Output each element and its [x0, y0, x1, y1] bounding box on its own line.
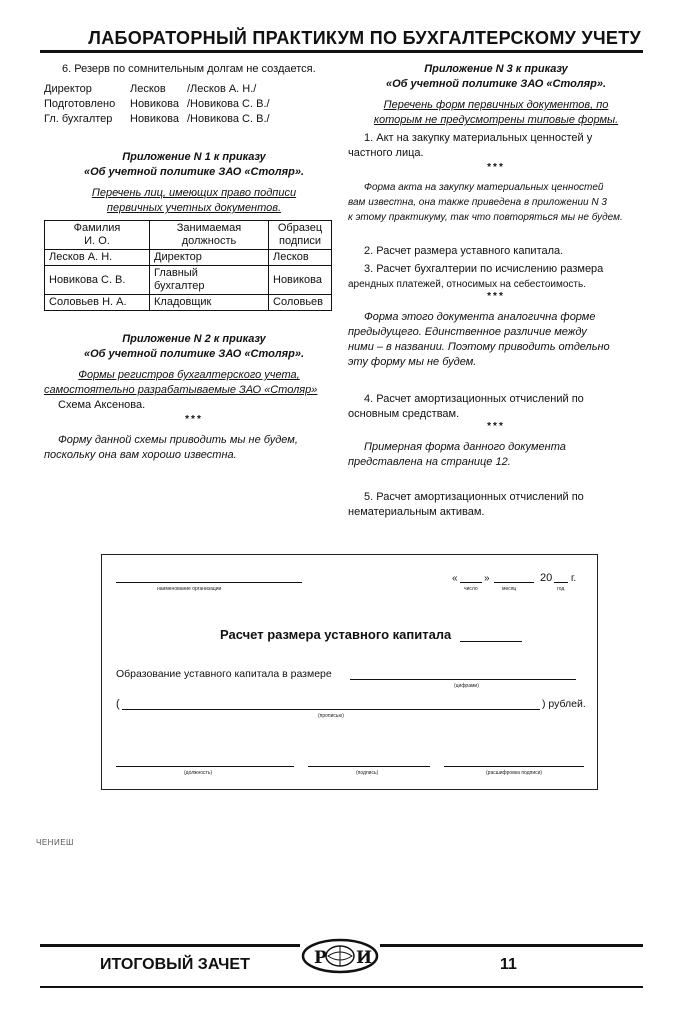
signature-caption: (подпись) [356, 770, 379, 776]
item-3-line1: 3. Расчет бухгалтерии по исчислению размера [364, 263, 604, 275]
appendix-2-note-line2: поскольку она вам хорошо известна. [44, 449, 237, 461]
signature-decode-line [444, 766, 584, 767]
sign-role: Подготовлено [44, 98, 116, 110]
note-3-line2: представлена на странице 12. [348, 456, 511, 468]
item-2: 2. Расчет размера уставного капитала. [364, 245, 564, 257]
cell-name: Новикова С. В. [45, 266, 150, 295]
note-1-line1: Форма акта на закупку материальных ценностей [364, 182, 604, 193]
cell-position: Директор [150, 250, 269, 266]
sign-decode: /Новикова С. В./ [187, 113, 270, 125]
signature-decode-caption: (расшифровка подписи) [486, 770, 543, 776]
table-header-row [45, 221, 332, 250]
footer-rule-bottom [40, 986, 643, 988]
item-1-line1: 1. Акт на закупку материальных ценностей у [364, 132, 593, 144]
date-year-caption: год [557, 586, 565, 592]
appendix-2-subtitle: «Об учетной политике ЗАО «Столяр». [83, 348, 305, 360]
appendix-1-title: Приложение N 1 к приказу [122, 151, 266, 163]
item-5-line2: нематериальным активам. [348, 506, 485, 518]
sign-decode: /Новикова С. В./ [187, 98, 270, 110]
rfi-logo-icon [300, 936, 380, 976]
sign-name: Новикова [130, 113, 179, 125]
item-4-line2: основным средствам. [348, 408, 460, 420]
sign-role: Гл. бухгалтер [44, 113, 113, 125]
table-row [45, 250, 332, 266]
sign-name: Лесков [130, 83, 166, 95]
col-header-name: Фамилия И. О. [45, 221, 150, 250]
words-paren-open: ( [116, 698, 120, 710]
signature-block [44, 82, 270, 127]
appendix-3-heading-line1: Перечень форм первичных документов, по [383, 99, 609, 111]
capital-words-line [122, 709, 540, 710]
rubles-label: ) рублей. [542, 698, 586, 710]
date-quote-close: » [484, 573, 490, 584]
note-3-line1: Примерная форма данного документа [364, 441, 566, 453]
form-title: Расчет размера уставного капитала [220, 627, 452, 642]
publisher-logo [300, 936, 380, 976]
form-title-number-line [460, 641, 522, 642]
signatories-table [44, 220, 332, 311]
capital-calculation-form [101, 554, 598, 790]
item-4-line1: 4. Расчет амортизационных отчислений по [364, 393, 584, 405]
position-caption: (должность) [184, 770, 213, 776]
appendix-3-subtitle: «Об учетной политике ЗАО «Столяр». [385, 78, 607, 90]
note-1-line2: вам известна, она также приведена в приложении N 3 [348, 197, 607, 208]
sign-row [44, 112, 270, 127]
date-day-caption: число [464, 586, 478, 592]
capital-words-caption: (прописью) [318, 713, 344, 719]
capital-digits-caption: (цифрами) [454, 683, 479, 689]
note-1-line3: к этому практикуму, так что повторяться мы не будем. [348, 212, 623, 223]
table-row [45, 266, 332, 295]
cell-name: Лесков А. Н. [45, 250, 150, 266]
cell-name: Соловьев Н. А. [45, 295, 150, 311]
position-line [116, 766, 294, 767]
cell-signature: Соловьев [269, 295, 332, 311]
capital-digits-line [350, 679, 576, 680]
footer-section-title: ИТОГОВЫЙ ЗАЧЕТ [100, 956, 250, 973]
capital-amount-label: Образование уставного капитала в размере [116, 668, 332, 680]
col-header-position: Занимаемая должность [150, 221, 269, 250]
table-row [45, 295, 332, 311]
signature-line [308, 766, 430, 767]
sign-decode: /Лесков А. Н./ [187, 83, 257, 95]
date-month-caption: месяц [502, 586, 517, 592]
date-month-line [494, 582, 534, 583]
appendix-2-heading-line2: самостоятельно разрабатываемые ЗАО «Столяр» [44, 384, 318, 396]
cell-position: Главный бухгалтер [150, 266, 269, 295]
appendix-2-note-line1: Форму данной схемы приводить мы не будем, [58, 434, 298, 446]
org-name-line [116, 582, 302, 583]
page-number: 11 [500, 956, 517, 973]
note-2-line4: эту форму мы не будем. [348, 356, 477, 368]
cell-signature: Новикова [269, 266, 332, 295]
appendix-2-title: Приложение N 2 к приказу [122, 333, 266, 345]
date-quote-open: « [452, 573, 458, 584]
appendix-2-heading-line1: Формы регистров бухгалтерского учета, [78, 369, 300, 381]
svg-text:И: И [356, 948, 373, 968]
item-1-line2: частного лица. [348, 147, 424, 159]
col-header-signature: Образец подписи [269, 221, 332, 250]
appendix-1-subtitle: «Об учетной политике ЗАО «Столяр». [83, 166, 305, 178]
date-day-line [460, 582, 482, 583]
running-header: ЛАБОРАТОРНЫЙ ПРАКТИКУМ ПО БУХГАЛТЕРСКОМУ УЧЕТУ [88, 28, 641, 48]
appendix-1-heading-line2: первичных учетных документов. [106, 202, 282, 214]
sign-row [44, 97, 270, 112]
section-separator: *** [185, 414, 203, 425]
org-name-caption: наименование организации [157, 586, 222, 592]
item-6-text: 6. Резерв по сомнительным долгам не создается. [62, 63, 316, 75]
section-separator: *** [487, 291, 505, 302]
header-rule [40, 50, 643, 53]
sign-name: Новикова [130, 98, 179, 110]
cell-position: Кладовщик [150, 295, 269, 311]
item-5-line1: 5. Расчет амортизационных отчислений по [364, 491, 584, 503]
date-year-prefix: 20 [540, 572, 553, 584]
item-3-line2: арендных платежей, относимых на себестоимость. [348, 279, 586, 290]
svg-text:Р: Р [314, 948, 327, 968]
sign-row [44, 82, 270, 97]
section-separator: *** [487, 162, 505, 173]
scheme-name: Схема Аксенова. [58, 399, 146, 411]
sign-role: Директор [44, 83, 92, 95]
section-separator: *** [487, 421, 505, 432]
appendix-3-heading-line2: которым не предусмотрены типовые формы. [373, 114, 619, 126]
date-year-line [554, 582, 568, 583]
note-2-line3: ними – в названии. Поэтому приводить отдельно [348, 341, 610, 353]
date-year-suffix: г. [571, 573, 577, 584]
appendix-3-title: Приложение N 3 к приказу [424, 63, 568, 75]
note-2-line2: предыдущего. Единственное различие между [348, 326, 587, 338]
cell-signature: Лесков [269, 250, 332, 266]
margin-scribble: ЧЕНИЕШ [36, 838, 74, 847]
note-2-line1: Форма этого документа аналогична форме [364, 311, 596, 323]
appendix-1-heading-line1: Перечень лиц, имеющих право подписи [91, 187, 297, 199]
